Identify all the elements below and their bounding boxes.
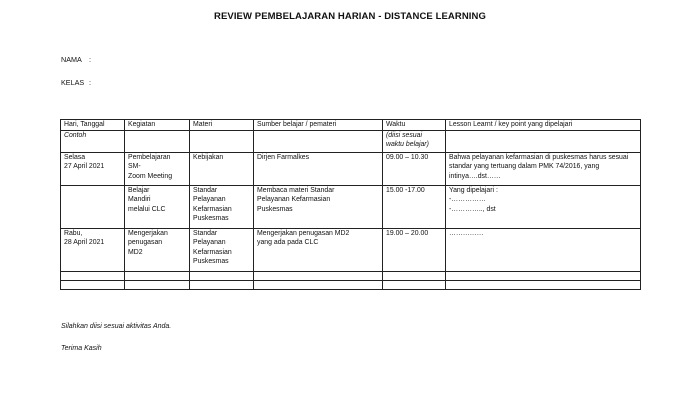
table-row xyxy=(61,185,641,228)
table-row xyxy=(61,152,641,185)
table-row xyxy=(61,228,641,271)
table-cell xyxy=(446,130,641,152)
table-cell xyxy=(190,271,254,280)
header-kegiatan: Kegiatan xyxy=(125,120,190,131)
contoh-label: Contoh xyxy=(61,130,125,152)
row3-kegiatan: Mengerjakan penugasan MD2 xyxy=(125,228,190,271)
nama-separator: : xyxy=(89,55,91,64)
table-cell xyxy=(254,130,383,152)
header-sumber-belajar: Sumber belajar / pemateri xyxy=(254,120,383,131)
table-row-blank xyxy=(61,271,641,280)
row2-hari xyxy=(61,185,125,228)
header-lesson-learnt: Lesson Learnt / key point yang dipelajari xyxy=(446,120,641,131)
table-cell xyxy=(383,280,446,289)
table-cell xyxy=(190,280,254,289)
row1-hari: Selasa 27 April 2021 xyxy=(61,152,125,185)
row2-waktu: 15.00 -17.00 xyxy=(383,185,446,228)
closing-thanks: Terima Kasih xyxy=(61,345,102,352)
kelas-label: KELAS xyxy=(61,78,85,87)
table-header-row xyxy=(61,120,641,131)
row1-waktu: 09.00 – 10.30 xyxy=(383,152,446,185)
row3-hari: Rabu, 28 April 2021 xyxy=(61,228,125,271)
instruction-note: Silahkan diisi sesuai aktivitas Anda. xyxy=(61,323,172,330)
table-cell xyxy=(254,271,383,280)
table-cell xyxy=(190,130,254,152)
table-cell xyxy=(446,271,641,280)
row1-materi: Kebijakan xyxy=(190,152,254,185)
table-cell xyxy=(125,130,190,152)
document-title: REVIEW PEMBELAJARAN HARIAN - DISTANCE LEARNING xyxy=(213,11,486,22)
row3-materi: Standar Pelayanan Kefarmasian Puskesmas xyxy=(190,228,254,271)
table-cell xyxy=(383,271,446,280)
row1-lesson: Bahwa pelayanan kefarmasian di puskesmas harus sesuai standar yang tertuang dalam PMK 74/2016, yang intinya….dst…… xyxy=(446,152,641,185)
row3-lesson: …………… xyxy=(446,228,641,271)
row1-sumber: Dirjen Farmalkes xyxy=(254,152,383,185)
table-cell xyxy=(446,280,641,289)
header-materi: Materi xyxy=(190,120,254,131)
row2-lesson: Yang dipelajari : -…………… -………….., dst xyxy=(446,185,641,228)
nama-label: NAMA xyxy=(61,55,82,64)
kelas-field xyxy=(61,78,91,87)
header-waktu: Waktu xyxy=(383,120,446,131)
table-row-blank xyxy=(61,280,641,289)
header-hari-tanggal: Hari, Tanggal xyxy=(61,120,125,131)
row3-sumber: Mengerjakan penugasan MD2 yang ada pada CLC xyxy=(254,228,383,271)
contoh-waktu-note: (diisi sesuai waktu belajar) xyxy=(383,130,446,152)
row1-kegiatan: Pembelajaran SM- Zoom Meeting xyxy=(125,152,190,185)
kelas-separator: : xyxy=(89,78,91,87)
table-cell xyxy=(61,271,125,280)
row2-materi: Standar Pelayanan Kefarmasian Puskesmas xyxy=(190,185,254,228)
row3-waktu: 19.00 – 20.00 xyxy=(383,228,446,271)
row2-kegiatan: Belajar Mandiri melalui CLC xyxy=(125,185,190,228)
table-cell xyxy=(125,271,190,280)
table-cell xyxy=(61,280,125,289)
table-cell xyxy=(125,280,190,289)
review-table xyxy=(60,119,641,290)
contoh-row xyxy=(61,130,641,152)
table-cell xyxy=(254,280,383,289)
nama-field xyxy=(61,55,91,64)
row2-sumber: Membaca materi Standar Pelayanan Kefarmasian Puskesmas xyxy=(254,185,383,228)
